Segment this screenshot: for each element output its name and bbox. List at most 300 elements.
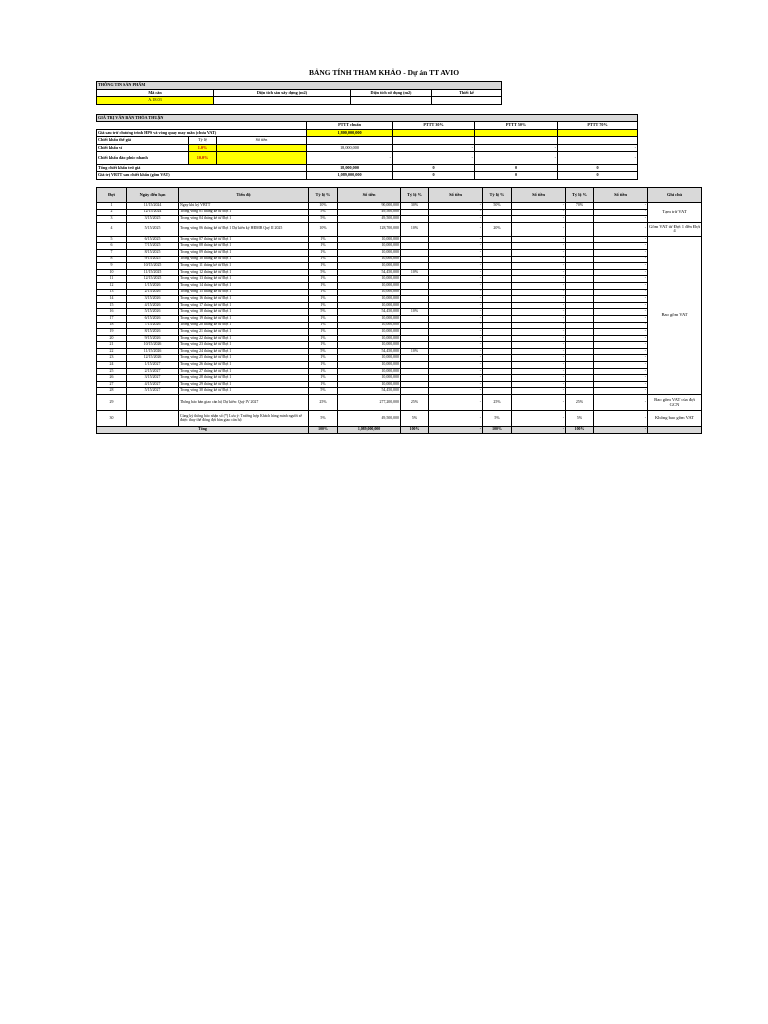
cell-p3 — [483, 296, 512, 303]
discount1-label: Chiết khấu ví — [97, 144, 189, 151]
cell-p1: 5% — [309, 269, 338, 276]
cell-p2: 10% — [401, 309, 429, 316]
cell-desc: Trong vòng 29 tháng kể từ Đợt 1 — [179, 381, 309, 388]
cell-p1: 5% — [309, 388, 338, 395]
cell-no: 19 — [97, 329, 127, 336]
cell-p1: 1% — [309, 282, 338, 289]
cell-a1: 10,000,000 — [338, 276, 401, 283]
cell-desc: Trong vòng 18 tháng kể từ Đợt 1 — [179, 309, 309, 316]
cell-p3 — [483, 276, 512, 283]
cell-no: 12 — [97, 282, 127, 289]
cell-a4: - — [594, 256, 648, 263]
cell-desc: Trong vòng 24 tháng kể từ Đợt 1 — [179, 348, 309, 355]
cell-p4 — [566, 375, 594, 382]
cell-a3: - — [512, 256, 566, 263]
cell-p2 — [401, 249, 429, 256]
cell-p2 — [401, 368, 429, 375]
cell-p4 — [566, 322, 594, 329]
cell-p3 — [483, 289, 512, 296]
cell-p4 — [566, 249, 594, 256]
cell-desc: Trong vòng 27 tháng kể từ Đợt 1 — [179, 368, 309, 375]
cell-p3 — [483, 269, 512, 276]
cell-a1: 10,000,000 — [338, 289, 401, 296]
cell-p2 — [401, 335, 429, 342]
cell-a3: - — [512, 322, 566, 329]
table-row — [97, 302, 702, 309]
discount2-plan-30: - — [393, 151, 475, 164]
cell-date: 10/15/2025 — [127, 263, 179, 270]
cell-a2: - — [429, 249, 483, 256]
cell-a2: - — [429, 342, 483, 349]
cell-p3 — [483, 302, 512, 309]
cell-p1: 5% — [309, 309, 338, 316]
cell-p3 — [483, 243, 512, 250]
plan-header: PTTT chuẩn — [307, 122, 393, 129]
cell-a1: 90,000,000 — [338, 203, 401, 210]
cell-no: 10 — [97, 269, 127, 276]
cell-a3: - — [512, 355, 566, 362]
cell-a2: - — [429, 276, 483, 283]
discount2-plan-70: - — [558, 151, 638, 164]
cell-date: 3/15/2025 — [127, 216, 179, 223]
cell-date: 8/15/2026 — [127, 329, 179, 336]
cell-a2: - — [429, 395, 483, 411]
cell-a3: - — [512, 236, 566, 243]
cell-no: 18 — [97, 322, 127, 329]
col-header: Đợt — [97, 188, 127, 203]
cell-a1: 10,000,000 — [338, 381, 401, 388]
cell-a3: - — [512, 209, 566, 216]
cell-no: 23 — [97, 355, 127, 362]
cell-no: 29 — [97, 395, 127, 411]
col-header: Tỷ lệ % — [401, 188, 429, 203]
cell-p2 — [401, 355, 429, 362]
cell-no: 9 — [97, 263, 127, 270]
cell-p3 — [483, 216, 512, 223]
discount1-plan-30: - — [393, 144, 475, 151]
col-header: Tỷ lệ % — [566, 188, 594, 203]
cell-a4: - — [594, 216, 648, 223]
cell-date: 2/15/2027 — [127, 368, 179, 375]
cell-p1: 1% — [309, 256, 338, 263]
cell-a2: - — [429, 289, 483, 296]
vat-price-plan-30: 0 — [393, 172, 475, 179]
cell-desc: Trong vòng 23 tháng kể từ Đợt 1 — [179, 342, 309, 349]
discount1-plan-50: - — [475, 144, 558, 151]
table-row — [97, 276, 702, 283]
cell-no: 4 — [97, 222, 127, 236]
cell-a3: - — [512, 348, 566, 355]
table-row — [97, 362, 702, 369]
cell-p1: 1% — [309, 375, 338, 382]
cell-a1: 10,000,000 — [338, 256, 401, 263]
table-row — [97, 315, 702, 322]
cell-a4: - — [594, 329, 648, 336]
cell-desc: Trong vòng 19 tháng kể từ Đợt 1 — [179, 315, 309, 322]
floor-area-cell[interactable] — [214, 97, 351, 105]
cell-no: 16 — [97, 309, 127, 316]
cell-a3: - — [512, 368, 566, 375]
col-header: Tỷ lệ % — [483, 188, 512, 203]
cell-p3 — [483, 388, 512, 395]
cell-p1: 1% — [309, 249, 338, 256]
cell-p1: 5% — [309, 209, 338, 216]
col-header: Thiết kế — [432, 89, 502, 97]
cell-a3: - — [512, 282, 566, 289]
cell-date: 10/15/2026 — [127, 342, 179, 349]
cell-p1: 1% — [309, 302, 338, 309]
cell-a2: - — [429, 355, 483, 362]
cell-a2: - — [429, 375, 483, 382]
design-cell[interactable] — [432, 97, 502, 105]
cell-p3: 25% — [483, 395, 512, 411]
cell-no: 8 — [97, 256, 127, 263]
cell-date: 1/15/2027 — [127, 362, 179, 369]
note-cell: Tạm trừ VAT — [648, 203, 702, 223]
cell-p4 — [566, 302, 594, 309]
cell-a2: - — [429, 388, 483, 395]
cell-date: 5/15/2026 — [127, 309, 179, 316]
cell-p2: 10% — [401, 348, 429, 355]
cell-p2: 10% — [401, 222, 429, 236]
cell-date — [127, 411, 179, 427]
cell-a2: - — [429, 243, 483, 250]
cell-no: 30 — [97, 411, 127, 427]
cell-p2 — [401, 315, 429, 322]
cell-a4: - — [594, 276, 648, 283]
cell-a4: - — [594, 296, 648, 303]
col-header: Số tiền — [429, 188, 483, 203]
cell-p2 — [401, 276, 429, 283]
col-header: Ghi chú — [648, 188, 702, 203]
total-a4: - — [594, 427, 648, 434]
note-cell: Bao gồm VAT — [648, 236, 702, 394]
cell-desc: Trong vòng 17 tháng kể từ Đợt 1 — [179, 302, 309, 309]
cell-p3 — [483, 362, 512, 369]
cell-a2: - — [429, 309, 483, 316]
cell-p1: 1% — [309, 289, 338, 296]
cell-a3: - — [512, 411, 566, 427]
cell-p2 — [401, 302, 429, 309]
cell-p4 — [566, 269, 594, 276]
vat-price-plan-70: 0 — [558, 172, 638, 179]
cell-a3: - — [512, 388, 566, 395]
table-row — [97, 348, 702, 355]
table-row — [97, 222, 702, 236]
cell-date: 5/15/2027 — [127, 388, 179, 395]
cell-p1: 1% — [309, 335, 338, 342]
cell-p3 — [483, 249, 512, 256]
cell-p3 — [483, 375, 512, 382]
discount2-plan-50: - — [475, 151, 558, 164]
cell-a4: - — [594, 411, 648, 427]
table-row — [97, 282, 702, 289]
cell-a4: - — [594, 309, 648, 316]
contract-value-table — [96, 114, 638, 180]
cell-p3 — [483, 282, 512, 289]
total-p2: 100% — [401, 427, 429, 434]
cell-a2: - — [429, 368, 483, 375]
cell-p4 — [566, 309, 594, 316]
cell-a4: - — [594, 263, 648, 270]
cell-p2 — [401, 375, 429, 382]
cell-date: 3/15/2027 — [127, 375, 179, 382]
discount1-pct[interactable]: 1.0% — [189, 144, 217, 151]
cell-a1: 54,450,000 — [338, 348, 401, 355]
cell-p4: 25% — [566, 395, 594, 411]
cell-a1: 10,000,000 — [338, 329, 401, 336]
cell-no: 28 — [97, 388, 127, 395]
product-info-table — [96, 81, 502, 105]
cell-p4 — [566, 282, 594, 289]
cell-a2: - — [429, 216, 483, 223]
cell-p2 — [401, 388, 429, 395]
price-plan-30[interactable] — [393, 129, 475, 136]
cell-date: 6/15/2026 — [127, 315, 179, 322]
table-row — [97, 249, 702, 256]
cell-p2 — [401, 216, 429, 223]
cell-a1: 277,200,000 — [338, 395, 401, 411]
cell-p2 — [401, 209, 429, 216]
cell-date: 11/15/2026 — [127, 348, 179, 355]
contract-section-title: GIÁ TRỊ VĂN BẢN THỎA THUẬN — [97, 115, 638, 122]
cell-p1: 1% — [309, 329, 338, 336]
cell-a4: - — [594, 243, 648, 250]
cell-desc: Trong vòng 04 tháng kể từ Đợt 1 — [179, 216, 309, 223]
cell-p3: 50% — [483, 203, 512, 210]
usable-area-cell[interactable] — [351, 97, 432, 105]
col-header: Số tiền — [338, 188, 401, 203]
total-discount-plan-50: 0 — [475, 164, 558, 171]
cell-a4: - — [594, 289, 648, 296]
cell-date: 12/15/2024 — [127, 209, 179, 216]
cell-a1: 49,500,000 — [338, 209, 401, 216]
note-cell: Gồm VAT từ Đợt 1 đến Đợt 4 — [648, 222, 702, 236]
cell-no: 13 — [97, 289, 127, 296]
table-row — [97, 289, 702, 296]
cell-a4: - — [594, 322, 648, 329]
total-a3: - — [512, 427, 566, 434]
cell-a4: - — [594, 348, 648, 355]
cell-p1: 1% — [309, 263, 338, 270]
price-value[interactable]: 1,800,000,000 — [307, 129, 393, 136]
cell-desc: Trong vòng 01 tháng kể từ Đợt 1 — [179, 209, 309, 216]
table-row — [97, 375, 702, 382]
cell-desc: Trong vòng 21 tháng kể từ Đợt 1 — [179, 329, 309, 336]
cell-p2 — [401, 362, 429, 369]
cell-p3 — [483, 236, 512, 243]
col-header: Mã căn — [97, 89, 214, 97]
product-section-title: THÔNG TIN SẢN PHẨM — [97, 82, 502, 90]
cell-date: 2/15/2026 — [127, 289, 179, 296]
cell-p3 — [483, 329, 512, 336]
cell-p4 — [566, 276, 594, 283]
discount2-value: - — [307, 151, 393, 164]
cell-date: 6/15/2025 — [127, 236, 179, 243]
cell-p4 — [566, 222, 594, 236]
cell-no: 5 — [97, 236, 127, 243]
cell-a4: - — [594, 249, 648, 256]
cell-date: 11/15/2025 — [127, 269, 179, 276]
cell-no: 2 — [97, 209, 127, 216]
cell-date: 1/15/2026 — [127, 282, 179, 289]
discount-col-amount: Số tiền — [217, 137, 307, 144]
cell-p4 — [566, 362, 594, 369]
cell-p1: 10% — [309, 222, 338, 236]
cell-p1: 1% — [309, 236, 338, 243]
table-row — [97, 322, 702, 329]
cell-desc: Cùng kỳ thông báo nhận sổ (*) Lưu ý: Trường hợp Khách hàng minh người sẽ được thay thế đóng đợt bàn giao căn hộ — [179, 411, 309, 427]
discount2-pct[interactable]: 10.0% — [189, 151, 217, 164]
cell-no: 1 — [97, 203, 127, 210]
payment-schedule-table — [96, 187, 702, 434]
cell-a4: - — [594, 362, 648, 369]
cell-desc: Ngay khi ký VBTT — [179, 203, 309, 210]
cell-p4 — [566, 348, 594, 355]
price-plan-50[interactable] — [475, 129, 558, 136]
table-row — [97, 256, 702, 263]
cell-p1: 5% — [309, 216, 338, 223]
cell-a4: - — [594, 388, 648, 395]
table-row — [97, 296, 702, 303]
cell-a4: - — [594, 269, 648, 276]
col-header: Diện tích sử dụng (m2) — [351, 89, 432, 97]
cell-p1: 1% — [309, 342, 338, 349]
cell-p1: 10% — [309, 203, 338, 210]
cell-date: 5/15/2025 — [127, 222, 179, 236]
table-row — [97, 243, 702, 250]
total-discount-label: Tổng chiết khấu trừ giá — [97, 164, 307, 171]
cell-p4 — [566, 289, 594, 296]
unit-code-cell[interactable]: A.18.03 — [97, 97, 214, 105]
cell-a4: - — [594, 203, 648, 210]
cell-p1: 1% — [309, 362, 338, 369]
cell-a3: - — [512, 222, 566, 236]
cell-a1: 128,700,000 — [338, 222, 401, 236]
cell-p2: 30% — [401, 203, 429, 210]
table-row — [97, 342, 702, 349]
cell-a1: 10,000,000 — [338, 315, 401, 322]
cell-p3 — [483, 355, 512, 362]
cell-a1: 54,450,000 — [338, 269, 401, 276]
cell-p3 — [483, 348, 512, 355]
cell-no: 21 — [97, 342, 127, 349]
cell-desc: Trong vòng 30 tháng kể từ Đợt 1 — [179, 388, 309, 395]
cell-p4 — [566, 236, 594, 243]
cell-a1: 10,000,000 — [338, 263, 401, 270]
cell-a1: 49,500,000 — [338, 411, 401, 427]
total-p1: 100% — [309, 427, 338, 434]
cell-desc: Trong vòng 26 tháng kể từ Đợt 1 — [179, 362, 309, 369]
vat-price-value: 1,089,000,000 — [307, 172, 393, 179]
cell-p4: 5% — [566, 411, 594, 427]
cell-no: 15 — [97, 302, 127, 309]
cell-a3: - — [512, 269, 566, 276]
cell-p2: 5% — [401, 411, 429, 427]
cell-desc: Trong vòng 09 tháng kể từ Đợt 1 — [179, 249, 309, 256]
cell-a2: - — [429, 203, 483, 210]
cell-p2 — [401, 263, 429, 270]
cell-a4: - — [594, 381, 648, 388]
cell-p1: 5% — [309, 411, 338, 427]
cell-p4 — [566, 296, 594, 303]
cell-desc: Trong vòng 16 tháng kể từ Đợt 1 — [179, 296, 309, 303]
cell-p4 — [566, 209, 594, 216]
col-header: Tỷ lệ % — [309, 188, 338, 203]
cell-p1: 1% — [309, 276, 338, 283]
cell-p3: 20% — [483, 222, 512, 236]
cell-a2: - — [429, 263, 483, 270]
cell-desc: Trong vòng 20 tháng kể từ Đợt 1 — [179, 322, 309, 329]
cell-a2: - — [429, 209, 483, 216]
cell-a2: - — [429, 302, 483, 309]
cell-p4 — [566, 329, 594, 336]
cell-p1: 1% — [309, 322, 338, 329]
table-row — [97, 368, 702, 375]
table-row — [97, 263, 702, 270]
price-label: Giá sau trừ chương trình HPS và vòng quay may mắn (chưa VAT) — [97, 129, 307, 136]
cell-a4: - — [594, 222, 648, 236]
plan-header: PTTT 30% — [393, 122, 475, 129]
cell-a4: - — [594, 282, 648, 289]
cell-desc: Trong vòng 15 tháng kể từ Đợt 1 — [179, 289, 309, 296]
plan-header: PTTT 50% — [475, 122, 558, 129]
cell-p3 — [483, 335, 512, 342]
table-row — [97, 355, 702, 362]
cell-p2 — [401, 243, 429, 250]
cell-a1: 10,000,000 — [338, 243, 401, 250]
cell-a1: 10,000,000 — [338, 375, 401, 382]
total-discount-plan-70: 0 — [558, 164, 638, 171]
cell-desc: Trong vòng 28 tháng kể từ Đợt 1 — [179, 375, 309, 382]
cell-a2: - — [429, 256, 483, 263]
cell-date: 9/15/2026 — [127, 335, 179, 342]
cell-p4 — [566, 388, 594, 395]
cell-no: 26 — [97, 375, 127, 382]
cell-desc: Trong vòng 22 tháng kể từ Đợt 1 — [179, 335, 309, 342]
cell-a3: - — [512, 216, 566, 223]
cell-a2: - — [429, 269, 483, 276]
cell-desc: Trong vòng 10 tháng kể từ Đợt 1 — [179, 256, 309, 263]
price-plan-70[interactable] — [558, 129, 638, 136]
cell-a3: - — [512, 249, 566, 256]
table-row — [97, 269, 702, 276]
cell-a1: 10,000,000 — [338, 355, 401, 362]
discount2-label: Chiết khấu đảo phúc nhanh — [97, 151, 189, 164]
cell-a4: - — [594, 368, 648, 375]
cell-p4 — [566, 335, 594, 342]
cell-a4: - — [594, 209, 648, 216]
table-row — [97, 209, 702, 216]
discount1-value: 18,000,000 — [307, 144, 393, 151]
cell-p4 — [566, 368, 594, 375]
table-row — [97, 335, 702, 342]
cell-desc: Thông báo bàn giao căn hộ Dự kiến: Quý IV 2027 — [179, 395, 309, 411]
cell-p1: 1% — [309, 355, 338, 362]
note-cell: Bao gồm VAT của đợt GCN — [648, 395, 702, 411]
cell-a2: - — [429, 411, 483, 427]
cell-p2 — [401, 296, 429, 303]
cell-a2: - — [429, 335, 483, 342]
cell-date: 4/15/2026 — [127, 302, 179, 309]
cell-a1: 10,000,000 — [338, 342, 401, 349]
total-discount-plan-30: 0 — [393, 164, 475, 171]
total-row — [97, 427, 702, 434]
cell-p2 — [401, 236, 429, 243]
table-row — [97, 236, 702, 243]
cell-a2: - — [429, 296, 483, 303]
cell-desc: Trong vòng 06 tháng kể từ Đợt 1 Dự kiến ký HĐMB Quý II 2025 — [179, 222, 309, 236]
